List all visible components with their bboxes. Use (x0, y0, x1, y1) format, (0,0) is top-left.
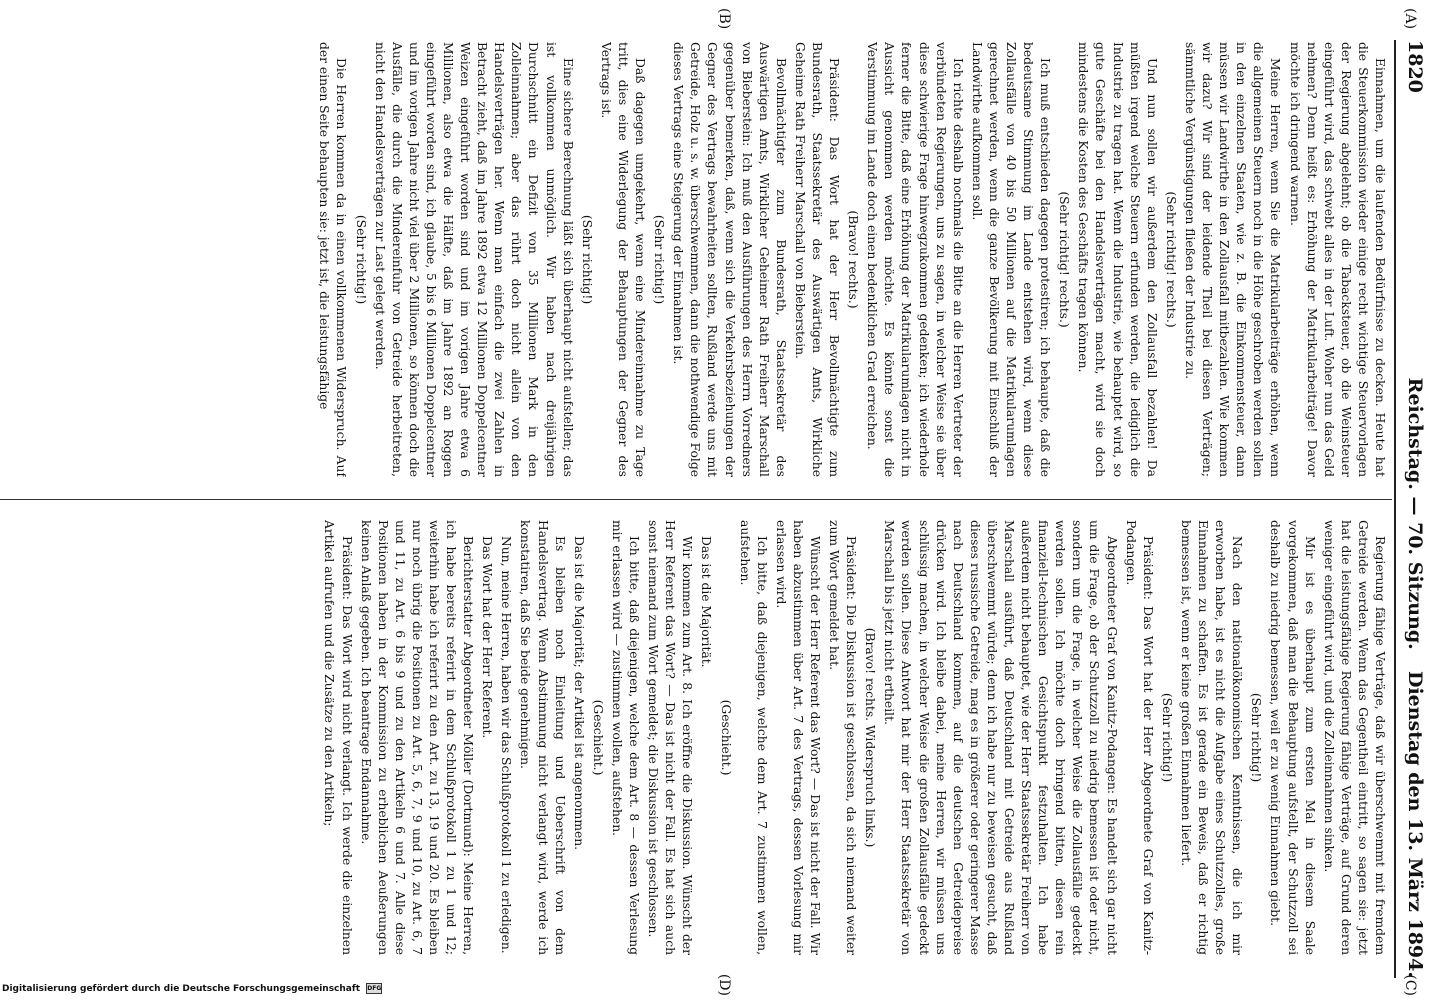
paragraph: (Sehr richtig!) (652, 214, 667, 305)
paragraph: (Sehr richtig!) (1249, 692, 1264, 783)
paragraph: Präsident: Das Wort hat der Herr Abgeordnete Graf von Kanitz-Podangen. (1123, 520, 1155, 955)
paragraph: Nach den nationalökonomischen Kenntnissen, die ich mir erworben habe, ist es nicht die Aufgabe eines Schutzzolles, große Einnahmen zu schaffen. Es ist gerade ein Beweis, daß er richtig bemessen ist, wenn er keine großen Einnahmen liefert. (1178, 520, 1245, 955)
paragraph: Präsident: Das Wort hat der Herr Bevollmächtigte zum Bundesrath, Staatssekretär des Auswärtigen Amts, Wirkliche Geheime Rath Freiherr Marschall von Bieberstein. (792, 42, 842, 477)
dfg-logo: DFG (367, 985, 382, 992)
paragraph: Das Wort hat der Herr Referent. (480, 536, 495, 739)
footer-text: Digitalisierung gefördert durch die Deutsche Forschungsgemeinschaft (2, 984, 361, 994)
paragraph: Eine sichere Berechnung läßt sich überhaupt nicht aufstellen; das ist vollkommen unmöglich. Wir haben nach dreijährigen Durchschnitt ein Defizit von 35 Millionen Mark in den Zolleinnahmen; aber das rührt doch nicht allein von den Handelsverträgen her. Wenn man einfach die zwei Zahlen in Betracht zieht, daß im Jahre 1892 etwa 12 Millionen Doppelcentner Weizen eingeführt worden sind und im vorigen Jahre etwa 6 Millionen, also etwa die Hälfte, daß im Jahre 1892 an Roggen eingeführt worden sind, ich glaube, 5 bis 6 Millionen Doppelcentner und im vorigen Jahre nicht viel über 2 Millionen, so können doch die Ausfälle, die durch die Mindereinfuhr von Getreide herbeitreten, nicht den Handelsverträgen zur Last gelegt werden. (372, 42, 575, 477)
paragraph: Es bleiben noch Einleitung und Ueberschrift von dem Handelsvertrag. Wenn Abstimmung nicht verlangt wird, werde ich konstatiren, daß Sie beide genehmigen. (518, 520, 567, 955)
paragraph: Einnahmen, um die laufenden Bedürfnisse zu decken. Heute hat die Steuerkommission wieder einige recht wichtige Steuervorlagen der Regierung abgelehnt; ob die Tabacksteuer, ob die Weinsteuer eingeführt wird, das schwebt alles in der Luft. Woher nun das Geld nehmen? Denn heißt es: Erhöhung der Matrikularbeiträge! Davor möchte ich dringend warnen. (1287, 42, 1387, 477)
paragraph: (Geschieht.) (718, 699, 733, 776)
margin-marker-d: (D) (716, 973, 732, 996)
paragraph: Mir ist es überhaupt zum ersten Mal in diesem Saale vorgekommen, daß man die Behauptung aufstellt, der Schutzzoll sei deshalb zu niedrig bemessen, weil er zu wenig Einnahmen giebt. (1268, 520, 1317, 955)
paragraph: (Sehr richtig!) (353, 214, 368, 305)
paragraph: Ich muß entschieden dagegen protestiren; ich behaupte, daß die bedeutsame Stimmung im Lande entstehen wird, wenn diese Zollausfälle von 40 bis 50 Millionen auf die Matrikularumlagen gerechnet werden, wenn die ganze Bevölkerung mit Einschluß der Landwirthe aufkommen soll. (969, 42, 1053, 477)
paragraph: Meine Herren, wenn Sie die Matrikularbeiträge erhöhen, wenn die allgemeinen Steuern noch in die Höhe geschroben werden sollen in den einzelnen Staaten, wie z. B. die Einkommensteuer, dann müssen wir Landwirthe in den Zollausfall mitbezahlen. Wie kommen wir dazu? Wir sind der leidende Theil bei diesen Verträgen; sämmtliche Vergünstigungen fließen der Industrie zu. (1182, 42, 1283, 477)
paragraph: Berichterstatter Abgeordneter Möller (Dortmund): Meine Herren, ich habe bereits referirt in dem Schlußprotokoll 1 zu 1 und 12; weiterhin habe ich referirt zu den Art. zu 13, 19 und 20. Es bleiben nur noch übrig die Positionen zu Art. 5, 6, 7, 9 und 10, zu Art. 6, 7 und 11, zu Art. 6 bis 9 und zu den Artikeln 6 und 7. Alle diese Positionen haben in der Kommission zu erheblichen Aeußerungen keinen Anlaß gegeben. Ich beantrage Endannahme. (358, 520, 476, 955)
paragraph: (Sehr richtig!) (579, 214, 594, 305)
paragraph: Das ist die Majorität. (699, 536, 714, 668)
paragraph: Und nun sollen wir außerdem den Zollausfall bezahlen! Da müßten irgend welche Steuern erfunden werden, die lediglich die Industrie zu tragen hat. Wenn die Industrie, wie behauptet wird, so gute Geschäfte bei den Handelsverträgen macht, wird sie doch mindestens die Kosten des Geschäfts tragen können. (1076, 42, 1159, 477)
session-title: Reichstag. — 70. Sitzung. (1404, 377, 1426, 650)
paragraph: (Geschieht.) (590, 699, 605, 776)
paragraph: Bevollmächtigter zum Bundesrath, Staatssekretär des Auswärtigen Amts, Wirklicher Geheimer Rath Freiherr Marschall von Bieberstein: Ich muß den Ausführungen des Herrn Vorredners gegenüber bemerken, daß, wenn sich die Verkehrsbeziehungen der Gegner des Vertrags bewahrheiten sollten, Rußland werde uns mit Getreide, Holz u. s. w. überschwemmen, dann die nothwendige Folge dieses Vertrags eine Steigerung der Einnahmen ist. (671, 42, 788, 477)
margin-marker-a: (A) (1402, 8, 1418, 30)
paragraph: Abgeordneter Graf von Kanitz-Podangen: Es handelt sich gar nicht um die Frage, ob der Schutzzoll zu niedrig bemessen ist oder nicht, sondern um die Frage, in welcher Weise die Zollausfälle gedeckt werden sollen. Ich möchte doch bringend bitten, diesen rein finanziell-technischen Gesichtspunkt festzuhalten. Ich habe außerdem nicht behauptet, wie der Herr Staatssekretär Freiherr von Marschall ausführt, daß Deutschland mit Getreide aus Rußland überschwemmt würde; denn ich habe nur zu beweisen gesucht, daß dieses russische Getreide, mag es in größerer oder geringerer Masse nach Deutschland kommen, auf die deutschen Getreidepreise drücken wird. Ich bleibe dabei, meine Herren, wir müssen uns schlüssig machen, in welcher Weise die großen Zollausfälle gedeckt werden sollen. Diese Antwort hat mir der Herr Staatssekretär von Marschall bis jetzt nicht ertheilt. (882, 520, 1119, 955)
paragraph: Wir kommen zum Art. 8. Ich eröffne die Diskussion. Wünscht der Herr Referent das Wort? — Das ist nicht der Fall. Es hat sich auch sonst niemand zum Wort gemeldet; die Diskussion ist geschlossen. (646, 520, 695, 955)
column-divider (0, 499, 1392, 500)
paragraph: Ich bitte, daß diejenigen, welche dem Art. 8 — dessen Verlesung mir erlassen wird — zustimmen wollen, aufstehen. (609, 520, 642, 955)
digitization-footer (2, 983, 382, 994)
paragraph: Das ist die Majorität; der Artikel ist angenommen. (571, 536, 586, 851)
paragraph: (Bravo! rechts. Widerspruch links.) (863, 627, 878, 848)
paragraph: Ich bitte, daß diejenigen, welche dem Art. 7 zustimmen wollen, aufstehen. (737, 520, 769, 955)
margin-marker-c: (C) (1402, 974, 1418, 996)
paragraph: Nun, meine Herren, haben wir das Schlußprotokoll 1 zu erledigen. (499, 536, 514, 954)
paragraph: Präsident: Das Wort wird nicht verlangt. Ich werde die einzelnen Artikel aufrufen und die Zusätze zu den Artikeln; (322, 520, 354, 955)
paragraph: (Sehr richtig! rechts.) (1163, 191, 1178, 328)
paragraph: Daß dagegen umgekehrt, wenn eine Mindereinnahme zu Tage tritt, dies eine Widerlegung der Behauptungen der Gegner des Vertrags ist. (598, 42, 648, 477)
margin-marker-b: (B) (716, 8, 732, 30)
paragraph: (Sehr richtig! rechts.) (1057, 191, 1072, 328)
paragraph: Die Herren kommen da in einen vollkommenen Widerspruch. Auf der einen Seite behaupten sie: jetzt ist, die leistungsfähige (317, 42, 349, 477)
paragraph: Präsident: Die Diskussion ist geschlossen, da sich niemand weiter zum Wort gemeldet hat. (827, 520, 859, 955)
session-date: Dienstag den 13. März 1894. (1404, 670, 1426, 978)
paragraph: (Bravo! rechts.) (846, 210, 861, 309)
paragraph: Wünscht der Herr Referent das Wort? — Das ist nicht der Fall. Wir haben abzustimmen über Art. 7 des Vertrags, dessen Vorlesung mir erlassen wird. (773, 520, 822, 955)
paragraph: Ich richte deshalb nochmals die Bitte an die Herren Vertreter der verbündeten Regierungen, uns zu sagen, in welcher Weise sie über diese schwierige Frage hinwegzukommen gedenken; ich wiederhole ferner die Bitte, daß eine Erhöhung der Matrikularumlagen nicht in Aussicht genommen werden möchte. Es könnte sonst die Verstimmung im Lande doch einen bedenklichen Grad erreichen. (865, 42, 965, 477)
paragraph: (Sehr richtig!) (1159, 692, 1174, 783)
right-column (0, 520, 1388, 955)
page-header (1394, 40, 1426, 978)
page-number: 1820 (1404, 40, 1426, 93)
paragraph: Regierung fähige Verträge, daß wir überschwemmt mit fremdem Getreide werden. Wenn das Gegentheil eintritt, so sagen sie: jetzt hat die leistungsfähige Regierung fähige Verträge, auf Grund deren weniger eingeführt wird, und die Zolleinnahmen sinken. (1321, 520, 1387, 955)
left-column (0, 42, 1388, 477)
